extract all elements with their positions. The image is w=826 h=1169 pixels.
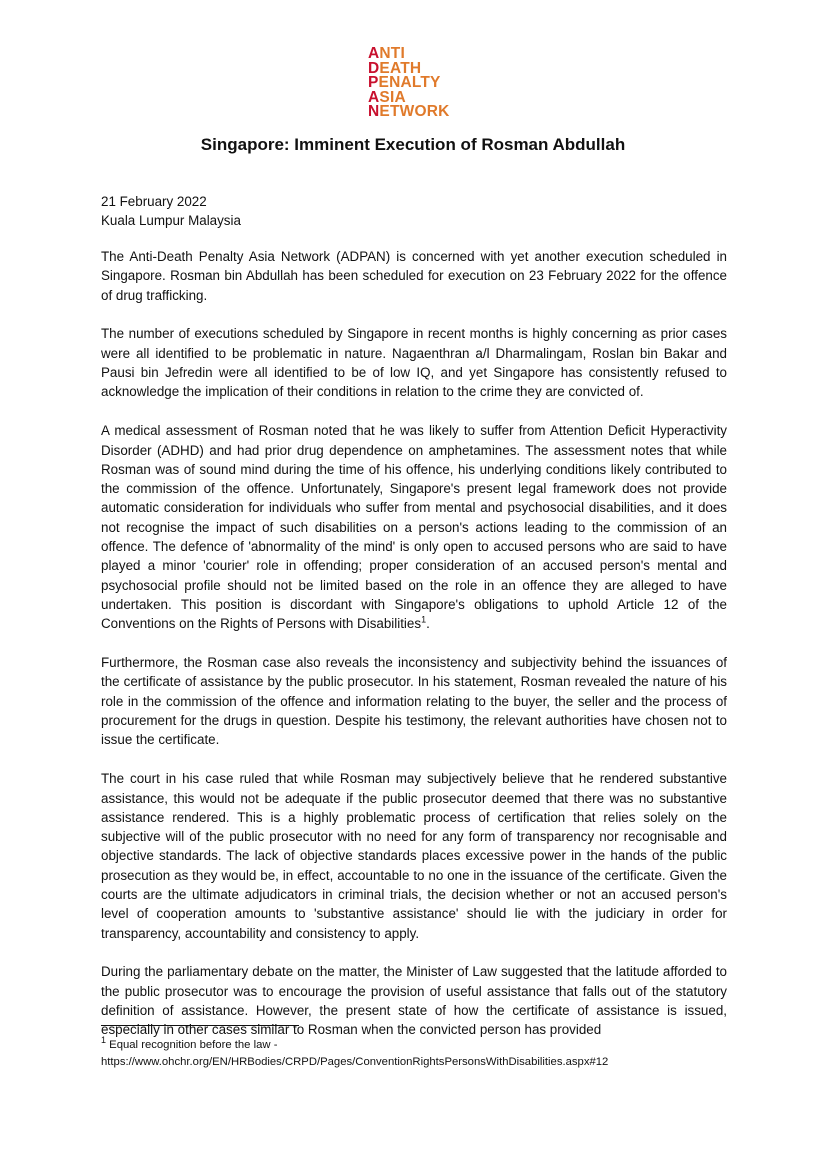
footnote-text-line xyxy=(101,1037,741,1054)
footnote-divider xyxy=(101,1025,299,1026)
paragraph: The Anti-Death Penalty Asia Network (ADPAN) is concerned with yet another execution scheduled in Singapore. Rosman bin Abdullah has been scheduled for execution on 23 February 2022 for the offence of drug trafficking. xyxy=(101,249,727,303)
logo-line: ASIA xyxy=(368,88,406,106)
logo-line: DEATH xyxy=(368,59,422,77)
paragraph-text: A medical assessment of Rosman noted that he was likely to suffer from Attention Deficit Hyperactivity Disorder (ADHD) and had prior drug dependence on amphetamines. The assessment notes that while Rosman was of sound mind during the time of his offence, his underlying conditions likely contributed to the commission of the offence. Unfortunately, Singapore's present legal framework does not provide automatic consideration for individuals who suffer from mental and psychosocial disabilities, and it does not recognise the impact of such disabilities on a person's actions leading to the commission of an offence. The defence of 'abnormality of the mind' is only open to accused persons who are said to have played a minor 'courier' role in offending; proper consideration of an accused person's mental and psychosocial profile should not be limited based on the role in an offence they are alleged to have undertaken. This position is discordant with Singapore's obligations to uphold Article 12 of the Conventions on the Rights of Persons with Disabilities xyxy=(101,423,727,632)
logo-line: ANTI xyxy=(368,45,405,62)
logo-line: PENALTY xyxy=(368,74,441,92)
page-title: Singapore: Imminent Execution of Rosman Abdullah xyxy=(200,135,626,154)
date-location-block xyxy=(101,192,241,230)
location: Kuala Lumpur Malaysia xyxy=(101,213,241,228)
paragraph: The number of executions scheduled by Singapore in recent months is highly concerning as prior cases were all identified to be problematic in nature. Nagaenthran a/l Dharmalingam, Roslan bin Bakar and Pausi bin Jefredin were all identified to be of low IQ, and yet Singapore has consistently refused to acknowledge the implication of their conditions in relation to the crime they are convicted of. xyxy=(101,326,727,400)
paragraph: The court in his case ruled that while Rosman may subjectively believe that he rendered substantive assistance, this would not be adequate if the public prosecutor deemed that there was no substantive assistance rendered. This is a highly problematic process of certification that relies solely on the subjective will of the public prosecutor with no need for any form of transparency nor recognisable and objective standards. The lack of objective standards places excessive power in the hands of the public prosecution as they would be, in effect, accountable to no one in the issuance of the certificate. Given the courts are the ultimate adjudicators in criminal trials, the decision whether or not an accused person's level of cooperation amounts to 'substantive assistance' should lie with the judiciary in order for transparency, accountability and consistency to apply. xyxy=(101,771,727,941)
date: 21 February 2022 xyxy=(101,194,207,209)
paragraph: During the parliamentary debate on the matter, the Minister of Law suggested that the latitude afforded to the public prosecutor was to encourage the provision of useful assistance that falls out of the statutory definition of assistance. However, the present state of how the certificate of assistance is issued, especially in other cases similar to Rosman when the convicted person has provided xyxy=(101,964,727,1038)
logo-line: NETWORK xyxy=(368,103,450,121)
footnote-text: Equal recognition before the law - xyxy=(109,1039,278,1051)
footnote-marker: 1 xyxy=(101,1035,107,1046)
footnote-reference[interactable]: 1 xyxy=(421,614,427,625)
paragraph-end: . xyxy=(426,616,430,632)
paragraph xyxy=(101,421,727,633)
adpan-logo xyxy=(368,47,478,120)
paragraph: Furthermore, the Rosman case also reveals the inconsistency and subjectivity behind the issuances of the certificate of assistance by the public prosecutor. In his statement, Rosman revealed the nature of his role in the commission of the offence and information relating to the buyer, the seller and the process of procurement for the drugs in question. Despite his testimony, the relevant authorities have chosen not to issue the certificate. xyxy=(101,655,727,748)
footnote xyxy=(101,1037,741,1071)
footnote-url[interactable]: https://www.ohchr.org/EN/HRBodies/CRPD/Pages/ConventionRightsPersonsWithDisabilities.aspx#12 xyxy=(101,1056,609,1068)
body-text xyxy=(101,247,727,1059)
